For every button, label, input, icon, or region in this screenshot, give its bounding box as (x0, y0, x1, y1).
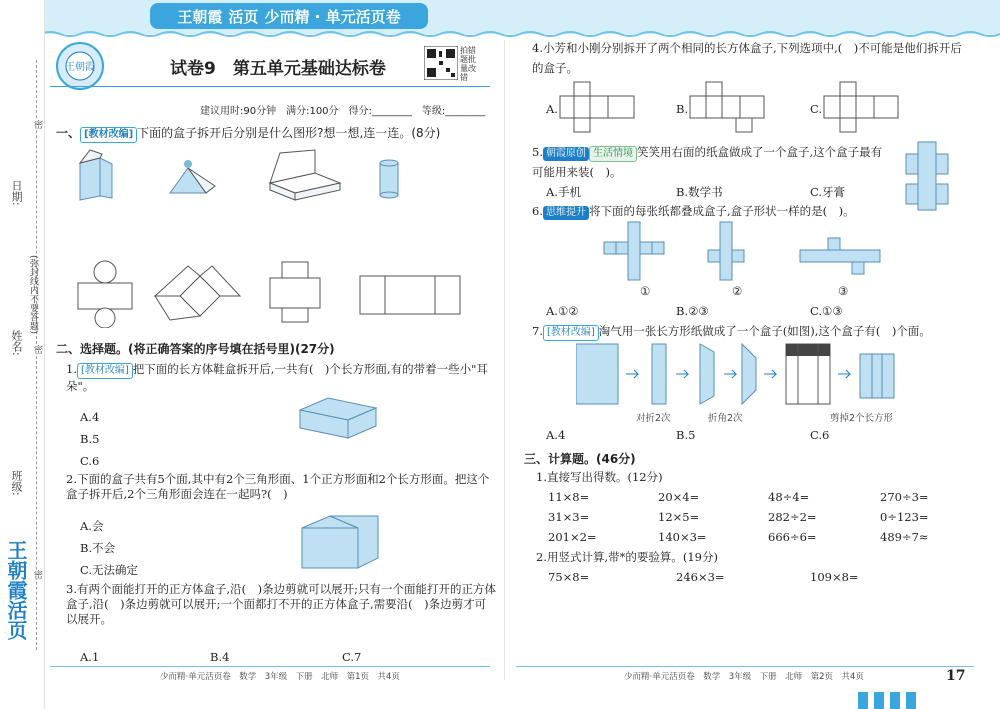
q2-4-question: 小芳和小刚分别拆开了两个相同的长方体盒子,下列选项中,( )不可能是他们拆开后的盒子。 (532, 41, 962, 75)
q1-heading (56, 124, 440, 143)
q1-nets-row (70, 258, 490, 328)
top-wave-decoration (0, 30, 1000, 38)
brand-name: 王朝霞 (177, 7, 223, 26)
q2-5-option-c[interactable]: C.牙膏 (810, 185, 846, 199)
q2-2-option-a[interactable]: A.会 (80, 519, 104, 533)
q2-5-number: 5. (532, 145, 543, 159)
q2-7-question: 淘气用一张长方形纸做成了一个盒子(如图),这个盒子有( )个面。 (598, 324, 931, 338)
q2-1-question: 把下面的长方体鞋盒拆开后,一共有( )个长方形面,有的带着一些小"耳朵"。 (66, 362, 488, 393)
box-net-2-icon (360, 276, 460, 314)
arrow-icon (724, 370, 736, 378)
q2-7-text (532, 324, 972, 341)
logo-badge (56, 42, 104, 90)
q2-4-text (532, 38, 972, 78)
net-3-icon (800, 238, 880, 274)
q2-7-option-b[interactable]: B.5 (676, 428, 696, 442)
pyramid-box-icon (170, 160, 215, 193)
date-label: 日期: (10, 180, 23, 206)
vertical-calc-item[interactable]: 75×8= (548, 570, 590, 584)
left-footer-rule (50, 666, 490, 667)
pyramid-net-icon (155, 266, 240, 320)
qr-caption: 拍错题批量改错 (460, 46, 476, 82)
q2-2-option-b[interactable]: B.不会 (80, 541, 116, 555)
seal-line (36, 60, 37, 650)
vertical-calc-item[interactable]: 246×3= (676, 570, 725, 584)
q2-3-option-a[interactable]: A.1 (80, 650, 100, 664)
q2-5-text (532, 142, 892, 182)
flat-box-icon (270, 150, 340, 200)
brand-banner (150, 3, 428, 29)
cylinder-icon (380, 160, 398, 198)
arrow-icon (676, 370, 688, 378)
calc-item[interactable]: 20×4= (658, 490, 700, 504)
calc-item[interactable]: 201×2= (548, 530, 597, 544)
q2-1-option-c[interactable]: C.6 (80, 454, 100, 468)
q2-6-tag: 思维提升 (543, 206, 589, 220)
q1-boxes-row (70, 148, 490, 208)
q1-number: 一、 (56, 126, 81, 140)
q2-3-text (66, 582, 496, 627)
q2-6-question: 将下面的每张纸都叠成盒子,盒子形状一样的是( )。 (588, 204, 855, 218)
calc-item[interactable]: 270÷3= (880, 490, 929, 504)
q2-3-number: 3. (66, 582, 77, 596)
vertical-calc-item[interactable]: 109×8= (810, 570, 859, 584)
q2-7-folding-steps (576, 342, 896, 408)
q2-5-option-b[interactable]: B.数学书 (676, 185, 723, 199)
q2-heading: 二、选择题。(将正确答案的序号填在括号里)(27分) (56, 342, 335, 356)
q2-5-tag-life: 生活情境 (589, 146, 637, 162)
q2-7-option-a[interactable]: A.4 (546, 428, 566, 442)
right-footer: 少而精·单元活页卷 数学 3年级 下册 北师 第2页 共4页 (624, 672, 864, 682)
index-tabs (858, 690, 918, 709)
calc-item[interactable]: 0÷123= (880, 510, 929, 524)
side-logo: 王朝霞活页 (4, 540, 28, 640)
brand-sub: 活页 (228, 7, 259, 26)
q2-5-tag-original: 朝霞原创 (543, 147, 589, 161)
q2-7-tag: [教材改编] (543, 325, 599, 341)
shoebox-icon (298, 392, 378, 442)
q2-1-option-b[interactable]: B.5 (80, 432, 100, 446)
seal-mark: 密 (32, 570, 42, 579)
q2-4-number: 4. (532, 41, 543, 55)
q2-6-label-3: ③ (838, 284, 849, 298)
calc-item[interactable]: 140×3= (658, 530, 707, 544)
q2-6-label-2: ② (732, 284, 743, 298)
calc-item[interactable]: 666÷6= (768, 530, 817, 544)
q2-5-option-a[interactable]: A.手机 (546, 185, 581, 199)
cylinder-net-icon (78, 261, 132, 328)
q2-7-option-c[interactable]: C.6 (810, 428, 830, 442)
calc-item[interactable]: 489÷7≈ (880, 530, 929, 544)
q2-2-number: 2. (66, 472, 77, 486)
q2-2-option-c[interactable]: C.无法确定 (80, 563, 139, 577)
q1-tag: [教材改编] (80, 127, 137, 143)
q2-1-tag: [教材改编] (77, 363, 133, 379)
q2-1-text (66, 362, 496, 394)
seal-warning: (弥封线内不要答题) (28, 255, 38, 335)
q2-3-question: 有两个面能打开的正方体盒子,沿( )条边剪就可以展开;只有一个面能打开的正方体盒子,沿( )条边剪就可以展开;一个面都打不开的正方体盒子,需要沿( )条边剪才可以展开。 (66, 582, 496, 626)
net-2-icon (708, 222, 744, 280)
net-c-icon (824, 82, 898, 132)
calc-item[interactable]: 48÷4= (768, 490, 810, 504)
q2-6-option-a[interactable]: A.①② (546, 304, 579, 318)
arrow-icon (764, 370, 776, 378)
seal-mark: 密 (32, 345, 42, 354)
q2-7-caption-1: 对折2次 (636, 413, 671, 424)
q2-7-number: 7. (532, 324, 543, 338)
q2-6-number: 6. (532, 204, 543, 218)
q2-4-option-c[interactable]: C. (810, 102, 823, 116)
prism-icon (300, 514, 380, 572)
calc-item[interactable]: 282÷2= (768, 510, 817, 524)
calc-item[interactable]: 11×8= (548, 490, 590, 504)
q2-6-label-1: ① (640, 284, 651, 298)
q2-7-caption-2: 折角2次 (708, 413, 743, 424)
arrow-icon (626, 370, 638, 378)
class-label: 班级: (10, 470, 23, 496)
q2-7-caption-3: 剪掉2个长方形 (830, 413, 894, 424)
q2-3-option-b[interactable]: B.4 (210, 650, 230, 664)
exam-title: 试卷9 第五单元基础达标卷 (170, 59, 386, 79)
q2-3-option-c[interactable]: C.7 (342, 650, 362, 664)
q2-1-option-a[interactable]: A.4 (80, 410, 100, 424)
q3-sub2: 2.用竖式计算,带*的要验算。(19分) (536, 550, 718, 564)
arrow-icon (838, 370, 850, 378)
q2-6-option-b[interactable]: B.②③ (676, 304, 709, 318)
q2-6-text (532, 204, 972, 220)
q2-6-option-c[interactable]: C.①③ (810, 304, 843, 318)
q2-1-number: 1. (66, 362, 77, 376)
page-number: 17 (946, 668, 966, 684)
series-name: 少而精 · 单元活页卷 (264, 7, 401, 26)
right-footer-rule (516, 666, 974, 667)
svg-text:王朝霞: 王朝霞 (65, 62, 95, 73)
q2-4-nets (556, 78, 976, 138)
qr-code-icon[interactable] (424, 46, 458, 80)
net-a-icon (560, 82, 634, 132)
q2-6-nets (600, 220, 900, 282)
net-1-icon (604, 222, 664, 280)
column-divider (504, 40, 505, 680)
q3-sub1: 1.直接写出得数。(12分) (536, 470, 663, 484)
q1-text: 下面的盒子拆开后分别是什么图形?想一想,连一连。(8分) (137, 126, 441, 140)
open-box-icon (80, 150, 112, 200)
box-net-1-icon (270, 262, 320, 322)
calc-item[interactable]: 12×5= (658, 510, 700, 524)
title-rule (50, 86, 490, 87)
q2-4-option-b[interactable]: B. (676, 102, 689, 116)
name-label: 姓名: (10, 330, 23, 356)
q2-2-text (66, 472, 496, 502)
q2-2-question: 下面的盒子共有5个面,其中有2个三角形面、1个正方形面和2个长方形面。把这个盒子拆开后,2个三角形面会连在一起吗?( ) (66, 472, 490, 501)
q2-5-question: 笑笑用右面的纸盒做成了一个盒子,这个盒子最有可能用来装( )。 (532, 145, 883, 179)
left-footer: 少而精·单元活页卷 数学 3年级 下册 北师 第1页 共4页 (160, 672, 400, 682)
exam-meta: 建议用时:90分钟 满分:100分 得分:________ 等级:________ (200, 106, 486, 117)
calc-item[interactable]: 31×3= (548, 510, 590, 524)
paper-net-icon (904, 140, 964, 212)
q3-heading: 三、计算题。(46分) (524, 452, 636, 466)
q2-4-option-a[interactable]: A. (546, 102, 558, 116)
seal-mark: 密 (32, 120, 42, 129)
logo-icon (58, 44, 102, 88)
net-b-icon (690, 82, 764, 132)
